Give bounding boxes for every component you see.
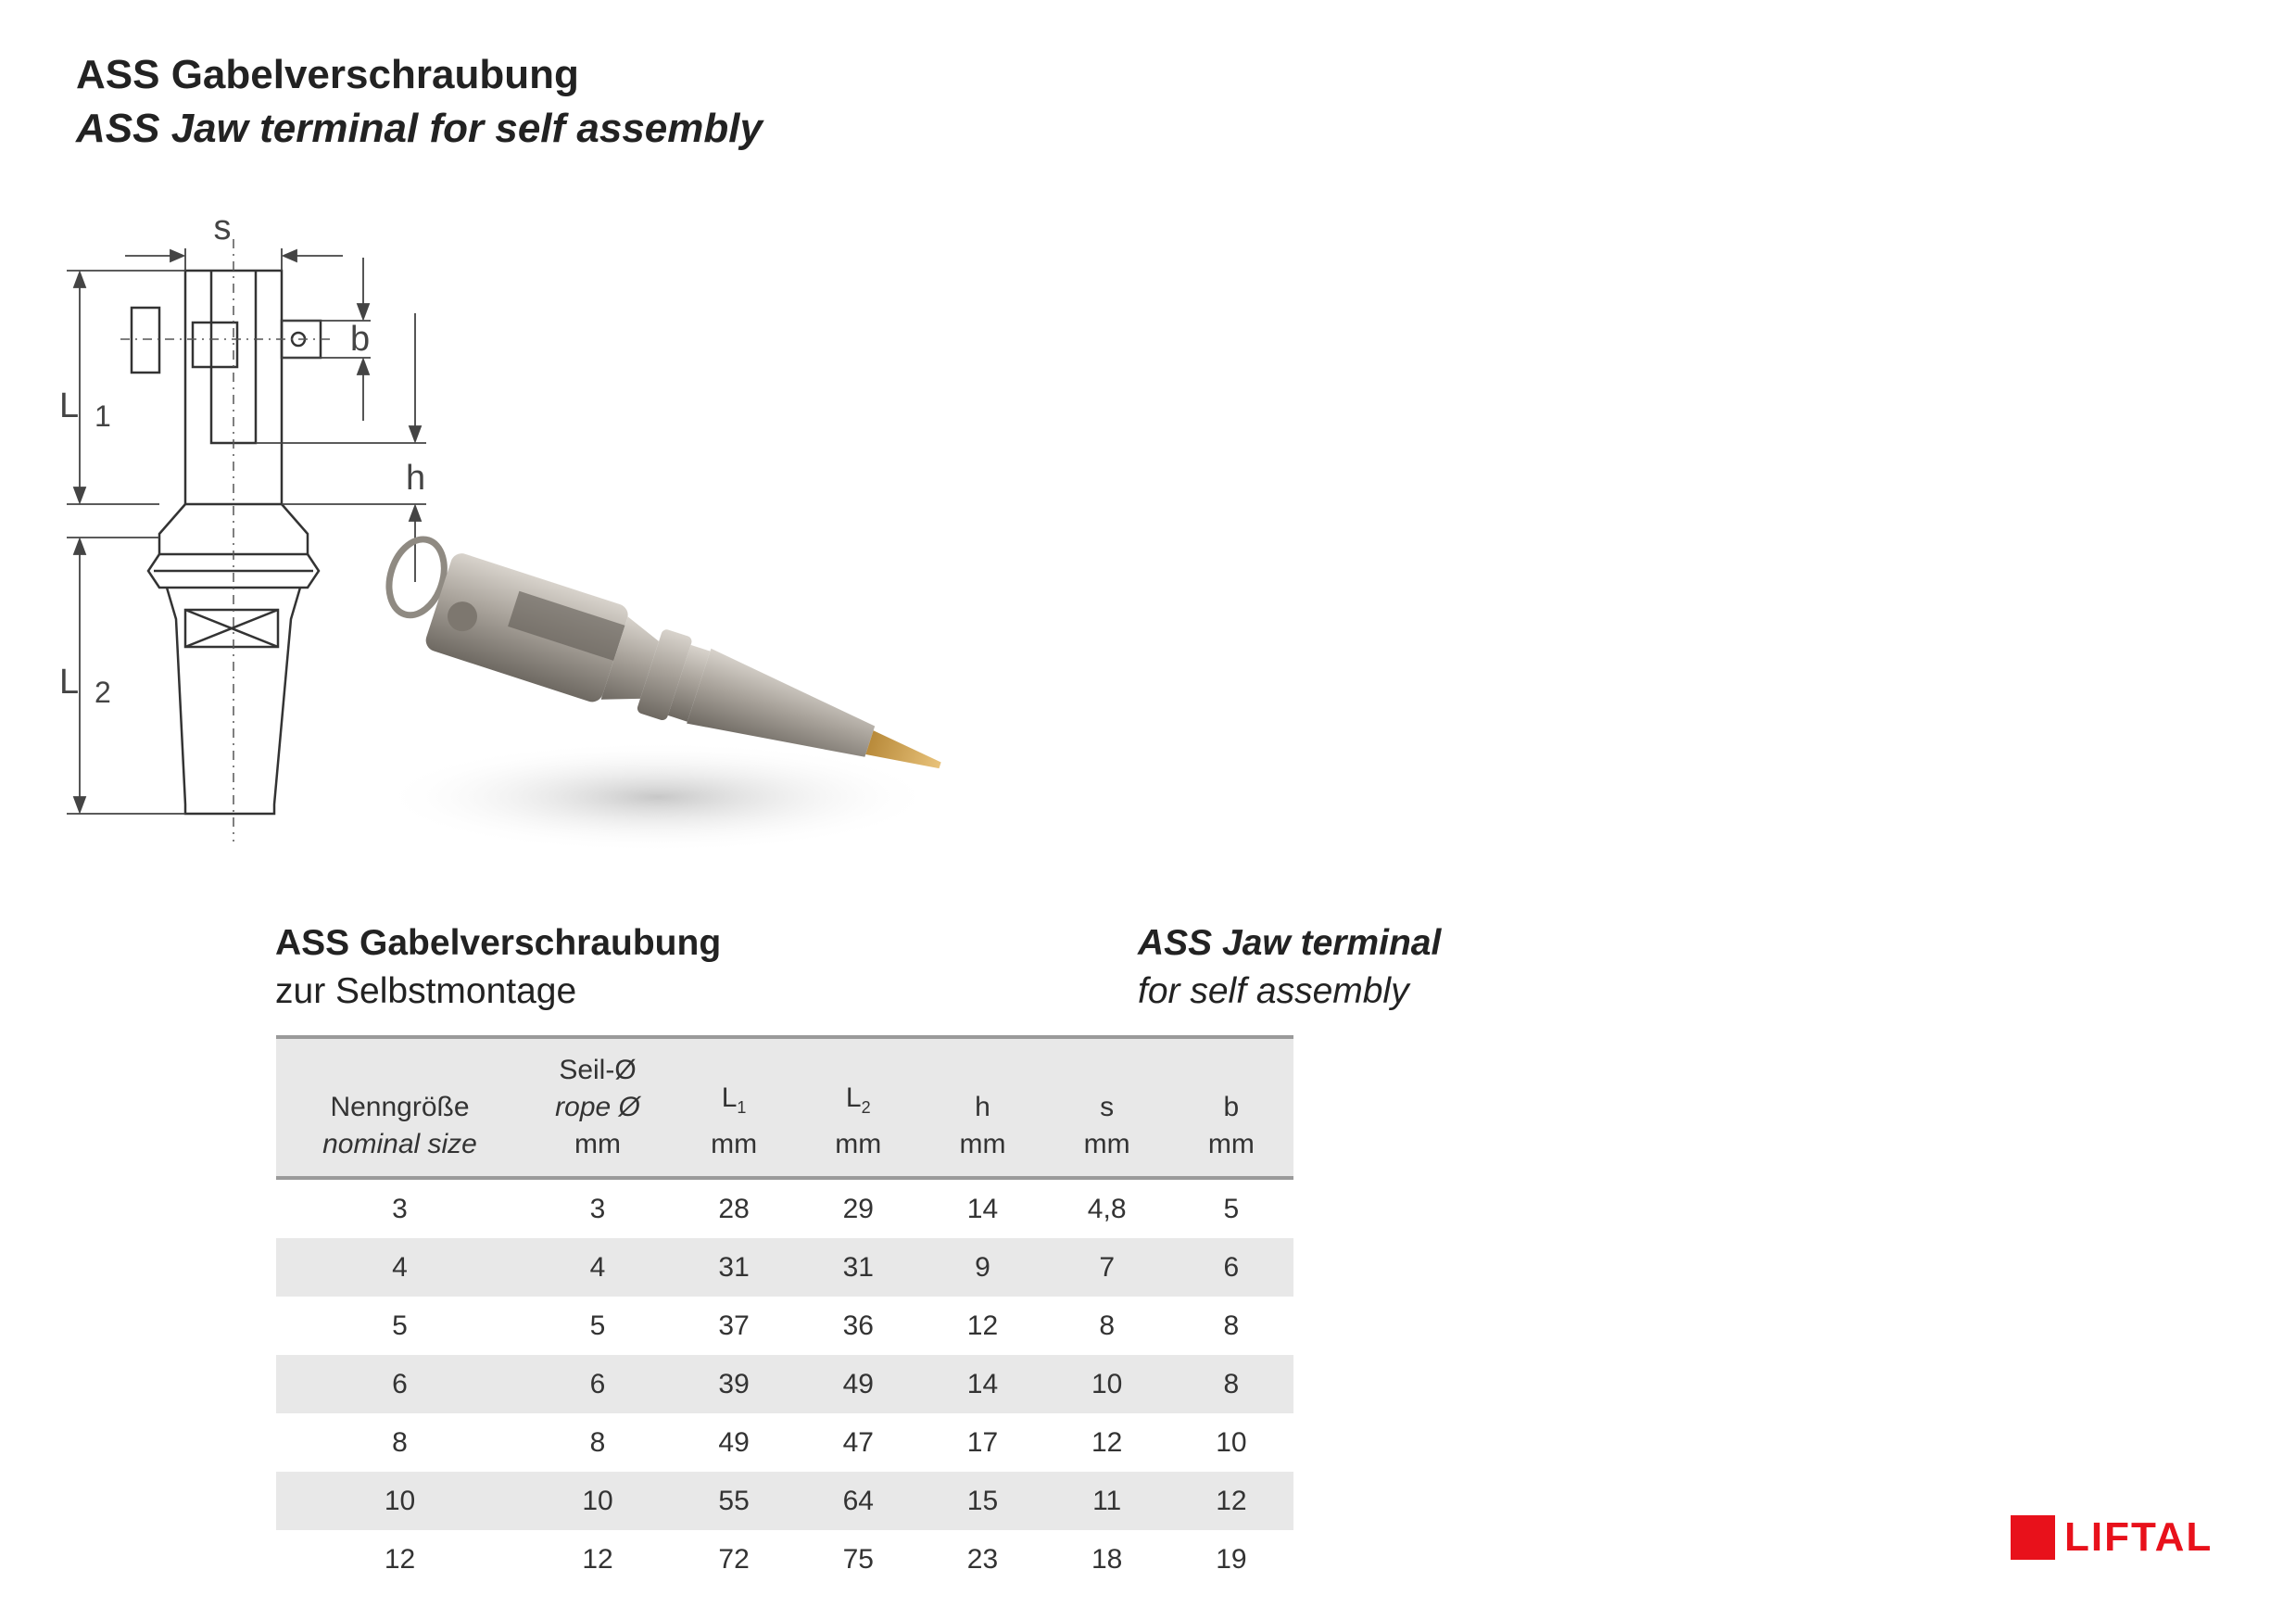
cell-l1: 72 — [718, 1543, 750, 1575]
cell-h: 15 — [966, 1485, 999, 1516]
table-row — [276, 1355, 1293, 1413]
cell-l1: 31 — [718, 1251, 750, 1283]
cell-l2: 47 — [842, 1426, 874, 1458]
cell-b: 10 — [1216, 1426, 1247, 1458]
label-l2-sub: 2 — [95, 676, 111, 709]
header-b: b mm — [1169, 1037, 1293, 1178]
header-h: h mm — [920, 1037, 1044, 1178]
cell-nominal: 5 — [392, 1310, 408, 1341]
cell-nominal: 10 — [384, 1485, 416, 1516]
table-row — [276, 1413, 1293, 1472]
cell-h: 17 — [966, 1426, 999, 1458]
section-subtitle-de: zur Selbstmontage — [275, 971, 577, 1011]
cell-h: 12 — [966, 1310, 999, 1341]
cell-s: 11 — [1092, 1485, 1122, 1516]
cell-l1: 55 — [718, 1485, 750, 1516]
spec-table — [276, 1035, 1293, 1588]
label-l1: L — [59, 386, 80, 425]
cell-b: 19 — [1216, 1543, 1247, 1575]
cell-rope: 10 — [582, 1485, 613, 1516]
cell-h: 14 — [966, 1368, 999, 1399]
cell-rope: 12 — [582, 1543, 613, 1575]
cell-l2: 36 — [842, 1310, 874, 1341]
cell-rope: 6 — [589, 1368, 606, 1399]
table-row — [276, 1472, 1293, 1530]
cell-nominal: 12 — [384, 1543, 416, 1575]
cell-nominal: 4 — [392, 1251, 408, 1283]
cell-s: 4,8 — [1087, 1193, 1127, 1224]
cell-l1: 39 — [718, 1368, 750, 1399]
logo-text: LIFTAL — [2064, 1514, 2214, 1560]
table-header-row — [276, 1037, 1293, 1178]
label-h: h — [406, 459, 426, 498]
section-subtitle-en: for self assembly — [1138, 971, 1409, 1011]
cell-h: 9 — [975, 1251, 990, 1283]
cell-s: 18 — [1091, 1543, 1123, 1575]
cell-s: 8 — [1099, 1310, 1115, 1341]
header-s: s mm — [1045, 1037, 1169, 1178]
cell-nominal: 6 — [392, 1368, 408, 1399]
logo-square-icon — [2011, 1515, 2055, 1560]
table-row — [276, 1297, 1293, 1355]
cell-l2: 31 — [842, 1251, 874, 1283]
cell-rope: 5 — [589, 1310, 606, 1341]
cell-l2: 75 — [842, 1543, 874, 1575]
cell-rope: 3 — [589, 1193, 606, 1224]
product-photo — [352, 519, 982, 880]
page-title-en: ASS Jaw terminal for self assembly — [76, 106, 763, 151]
bolt-head-left — [132, 308, 159, 373]
cell-l2: 29 — [842, 1193, 874, 1224]
label-l1-sub: 1 — [95, 399, 111, 433]
cell-b: 5 — [1223, 1193, 1240, 1224]
header-nominal-size: Nenngröße nominal size — [276, 1037, 524, 1178]
header-l2: $L_2$ mm — [796, 1037, 920, 1178]
cell-s: 12 — [1091, 1426, 1123, 1458]
liftal-logo — [2011, 1514, 2213, 1561]
section-title-en: ASS Jaw terminal — [1138, 923, 1442, 963]
label-l2: L — [59, 663, 80, 702]
cell-b: 8 — [1223, 1368, 1240, 1399]
table-row — [276, 1178, 1293, 1238]
cell-b: 12 — [1216, 1485, 1247, 1516]
slot-pin — [193, 323, 237, 367]
cell-rope: 4 — [589, 1251, 606, 1283]
cell-b: 8 — [1223, 1310, 1240, 1341]
cell-h: 23 — [966, 1543, 999, 1575]
header-rope-diameter: Seil-Ø rope Ø mm — [524, 1037, 672, 1178]
photo-shadow — [380, 741, 936, 853]
cell-s: 7 — [1099, 1251, 1115, 1283]
cell-l1: 37 — [718, 1310, 750, 1341]
page-title-de: ASS Gabelverschraubung — [76, 52, 579, 97]
section-title-de: ASS Gabelverschraubung — [275, 923, 722, 963]
table-row — [276, 1530, 1293, 1588]
cell-nominal: 3 — [392, 1193, 408, 1224]
cell-rope: 8 — [589, 1426, 606, 1458]
label-s: s — [213, 211, 232, 247]
cell-nominal: 8 — [392, 1426, 408, 1458]
table-row — [276, 1238, 1293, 1297]
cell-l1: 28 — [718, 1193, 750, 1224]
label-b: b — [350, 320, 371, 359]
header-l1: $L_1$ mm — [672, 1037, 796, 1178]
cell-l2: 49 — [842, 1368, 874, 1399]
cell-s: 10 — [1091, 1368, 1123, 1399]
cell-l2: 64 — [842, 1485, 874, 1516]
cell-l1: 49 — [718, 1426, 750, 1458]
cell-b: 6 — [1223, 1251, 1240, 1283]
cell-h: 14 — [966, 1193, 999, 1224]
